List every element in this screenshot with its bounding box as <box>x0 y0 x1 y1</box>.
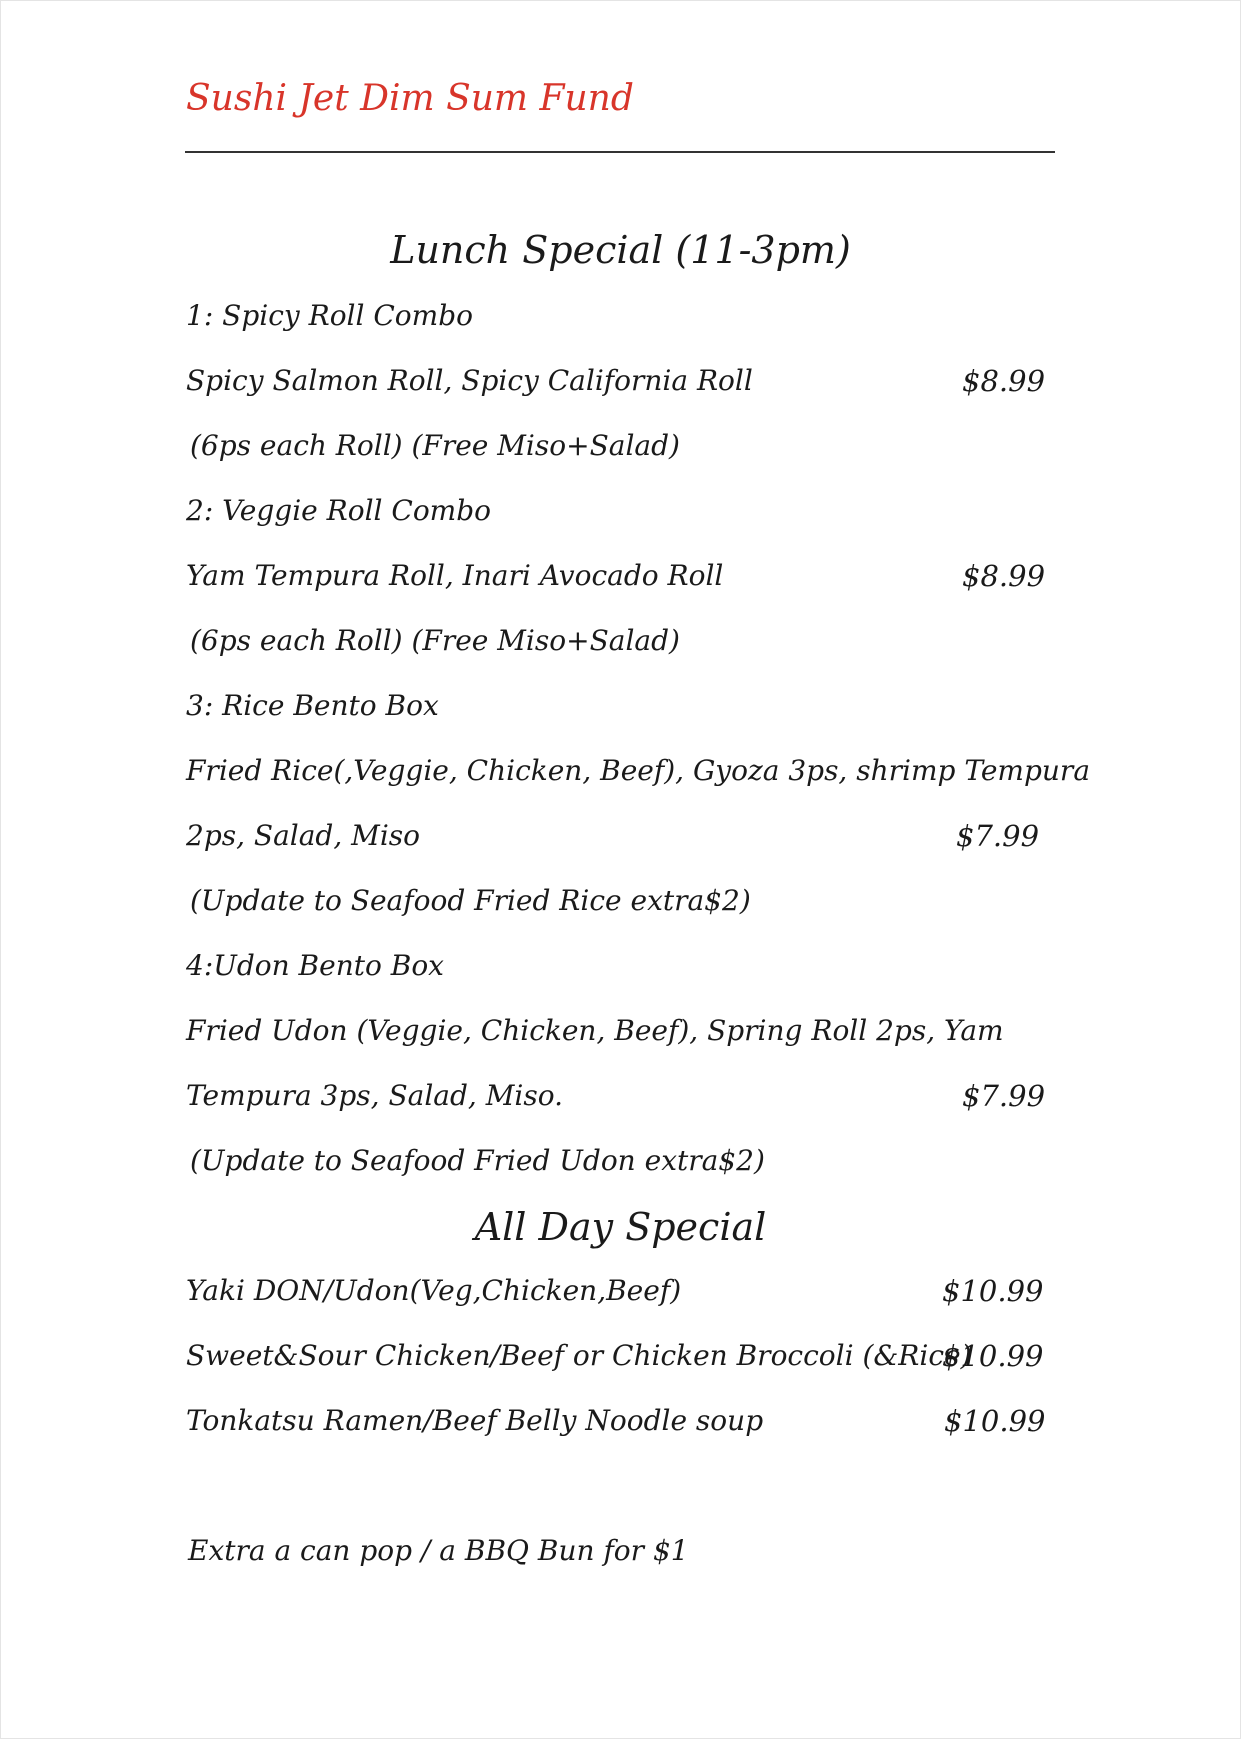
restaurant-name: Sushi Jet Dim Sum Fund <box>186 78 634 119</box>
menu-item-description: Spicy Salmon Roll, Spicy California Roll <box>186 364 753 397</box>
menu-item-note: (6ps each Roll) (Free Miso+Salad) <box>190 429 680 462</box>
all-day-special-heading: All Day Special <box>474 1205 767 1249</box>
menu-item-description: Yam Tempura Roll, Inari Avocado Roll <box>186 559 724 592</box>
menu-item-price: $8.99 <box>962 559 1046 593</box>
menu-item-name: Yaki DON/Udon(Veg,Chicken,Beef) <box>186 1274 682 1307</box>
menu-item-name: Sweet&Sour Chicken/Beef or Chicken Broccoli (&Rice) <box>186 1339 972 1372</box>
menu-item-note: (Update to Seafood Fried Rice extra$2) <box>190 884 751 917</box>
menu-item-name: 3: Rice Bento Box <box>186 689 439 722</box>
menu-item-name: 2: Veggie Roll Combo <box>186 494 492 527</box>
menu-item-name: 4:Udon Bento Box <box>186 949 444 982</box>
footer-note: Extra a can pop / a BBQ Bun for $1 <box>188 1534 689 1567</box>
lunch-special-heading: Lunch Special (11-3pm) <box>390 228 851 272</box>
menu-item-description: Fried Udon (Veggie, Chicken, Beef), Spring Roll 2ps, Yam <box>186 1014 1004 1047</box>
menu-item-price: $7.99 <box>962 1079 1046 1113</box>
header-divider <box>185 151 1055 153</box>
menu-item-price: $7.99 <box>956 819 1040 853</box>
menu-item-description: Fried Rice(,Veggie, Chicken, Beef), Gyoza 3ps, shrimp Tempura <box>186 754 1091 787</box>
menu-item-name: Tonkatsu Ramen/Beef Belly Noodle soup <box>186 1404 764 1437</box>
menu-item-description: Tempura 3ps, Salad, Miso. <box>186 1079 563 1112</box>
menu-item-description: 2ps, Salad, Miso <box>186 819 421 852</box>
menu-item-price: $10.99 <box>944 1404 1046 1438</box>
menu-item-note: (6ps each Roll) (Free Miso+Salad) <box>190 624 680 657</box>
menu-item-note: (Update to Seafood Fried Udon extra$2) <box>190 1144 765 1177</box>
menu-item-name: 1: Spicy Roll Combo <box>186 299 473 332</box>
menu-item-price: $10.99 <box>942 1274 1044 1308</box>
menu-item-price: $8.99 <box>962 364 1046 398</box>
menu-item-price: $10.99 <box>942 1339 1044 1373</box>
